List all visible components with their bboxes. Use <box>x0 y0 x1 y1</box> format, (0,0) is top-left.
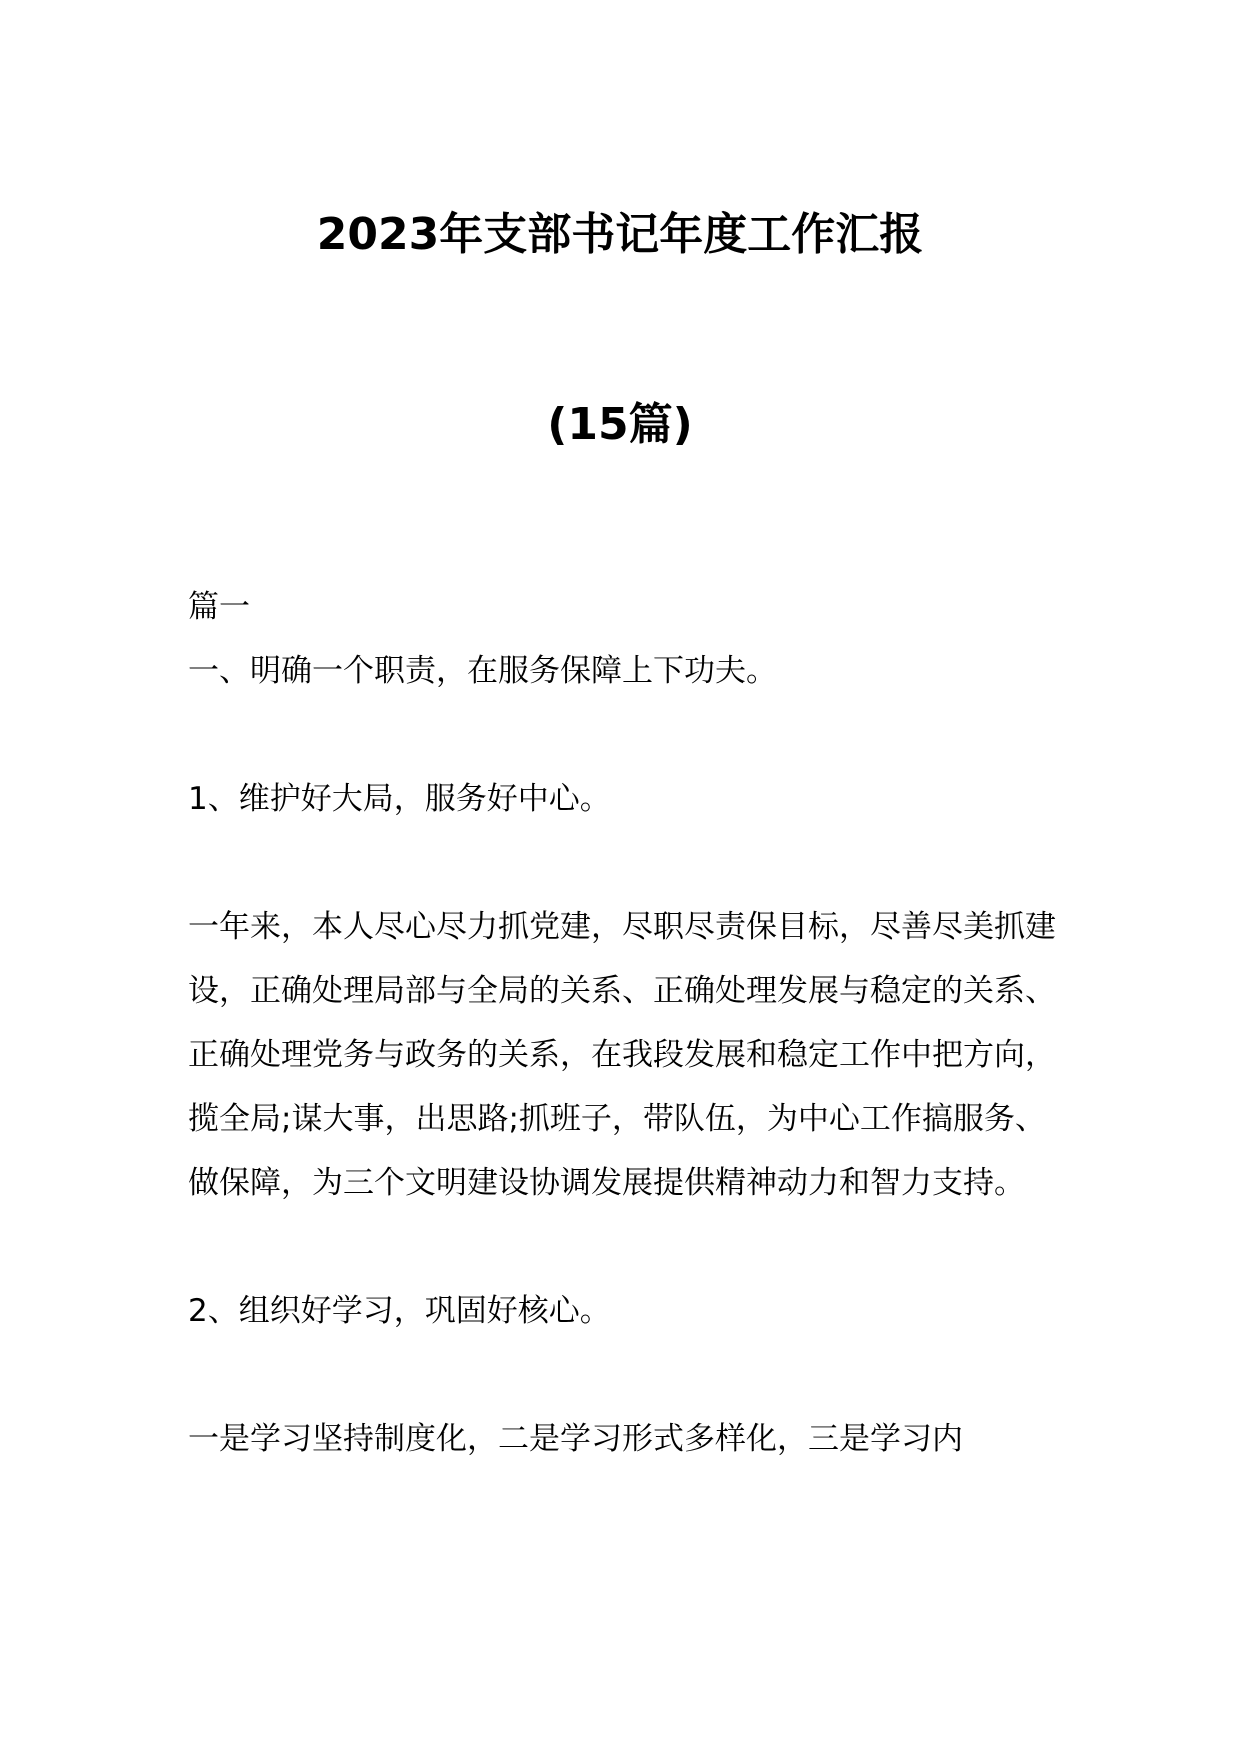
document-body <box>188 575 1068 1471</box>
item-heading: 2、组织好学习，巩固好核心。 <box>188 1293 611 1329</box>
paragraph-spacer <box>188 831 1068 895</box>
paragraph-spacer <box>188 1343 1068 1407</box>
body-paragraph: 一是学习坚持制度化，二是学习形式多样化，三是学习内 <box>188 1421 963 1457</box>
paragraph-spacer <box>188 703 1068 767</box>
part-label: 篇一 <box>188 589 250 625</box>
paragraph-spacer <box>188 1215 1068 1279</box>
document-subtitle: (15篇) <box>547 399 693 450</box>
item-heading: 1、维护好大局，服务好中心。 <box>188 781 611 817</box>
body-paragraph: 一年来，本人尽心尽力抓党建，尽职尽责保目标，尽善尽美抓建设，正确处理局部与全局的关系、正确处理发展与稳定的关系、正确处理党务与政务的关系，在我段发展和稳定工作中把方向，揽全局;谋大事，出思路;抓班子，带队伍，为中心工作搞服务、做保障，为三个文明建设协调发展提供精神动力和智力支持。 <box>188 909 1056 1201</box>
section-heading: 一、明确一个职责，在服务保障上下功夫。 <box>188 653 777 689</box>
document-title: 2023年支部书记年度工作汇报 <box>316 209 924 260</box>
